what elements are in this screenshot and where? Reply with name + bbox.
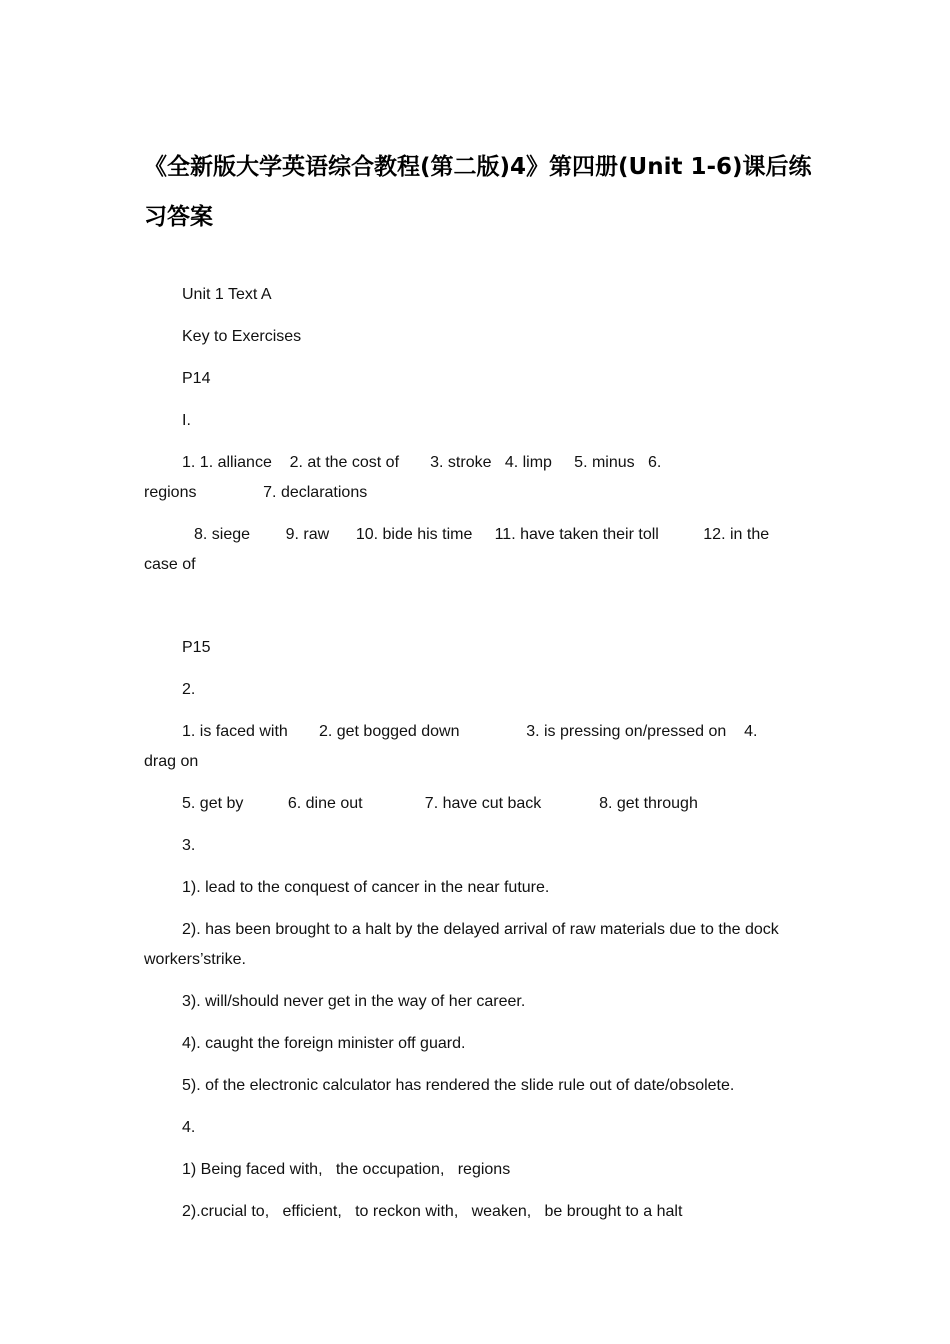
answer-line: 5. get by 6. dine out 7. have cut back 8. get through xyxy=(182,795,698,812)
answer-line: workers’strike. xyxy=(144,951,246,968)
section-number: I. xyxy=(182,412,191,429)
page-ref-p15: P15 xyxy=(182,639,211,656)
answer-line: 4). caught the foreign minister off guard. xyxy=(182,1035,466,1052)
answer-line: 1) Being faced with, the occupation, regions xyxy=(182,1161,511,1178)
section-number: 3. xyxy=(182,837,196,854)
document-title: 《全新版大学英语综合教程(第二版)4》第四册(Unit 1-6)课后练习答案 xyxy=(144,154,812,230)
answer-line: 3). will/should never get in the way of her career. xyxy=(182,993,526,1010)
answer-line: drag on xyxy=(144,753,199,770)
answer-line: 2). has been brought to a halt by the delayed arrival of raw materials due to the dock xyxy=(182,921,779,938)
section-number: 2. xyxy=(182,681,196,698)
page-ref-p14: P14 xyxy=(182,370,211,387)
answer-line: 8. siege 9. raw 10. bide his time 11. have taken their toll 12. in the xyxy=(194,526,770,543)
key-heading: Key to Exercises xyxy=(182,328,302,345)
answer-line: 2).crucial to, efficient, to reckon with, weaken, be brought to a halt xyxy=(182,1203,683,1220)
answer-line: 1. is faced with 2. get bogged down 3. is pressing on/pressed on 4. xyxy=(182,723,758,740)
answer-line: 1). lead to the conquest of cancer in the near future. xyxy=(182,879,550,896)
answer-line: regions 7. declarations xyxy=(144,484,368,501)
section-number: 4. xyxy=(182,1119,196,1136)
answer-line: case of xyxy=(144,556,196,573)
answer-line: 5). of the electronic calculator has rendered the slide rule out of date/obsolete. xyxy=(182,1077,735,1094)
answer-line: 1. 1. alliance 2. at the cost of 3. stroke 4. limp 5. minus 6. xyxy=(182,454,662,471)
unit-heading: Unit 1 Text A xyxy=(182,286,272,303)
